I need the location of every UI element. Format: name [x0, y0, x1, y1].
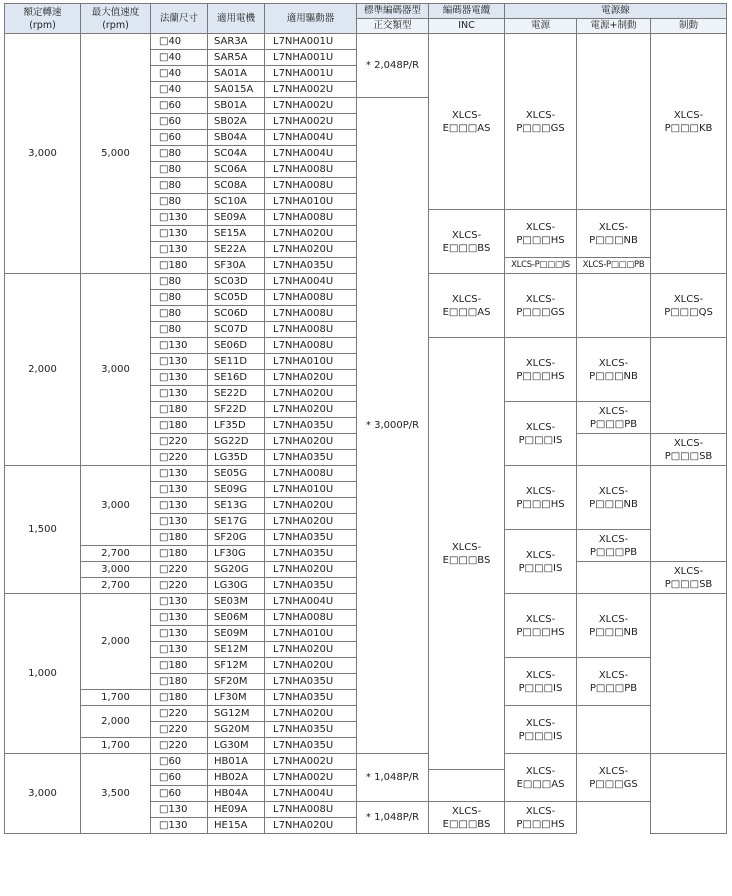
max-speed-cell: 3,000 — [81, 466, 151, 546]
power-cable-cell: XLCS- P□□□IS — [505, 706, 577, 754]
flange-size-cell: □180 — [151, 546, 208, 562]
encoder-cable-cell: XLCS- E□□□AS — [429, 274, 505, 338]
driver-cell: L7NHA004U — [265, 130, 357, 146]
power-cable-cell: XLCS- P□□□GS — [505, 34, 577, 210]
motor-cell: SC08A — [208, 178, 265, 194]
flange-size-cell: □80 — [151, 194, 208, 210]
driver-cell: L7NHA035U — [265, 674, 357, 690]
max-speed-cell: 2,000 — [81, 706, 151, 738]
flange-size-cell: □130 — [151, 226, 208, 242]
driver-cell: L7NHA002U — [265, 82, 357, 98]
table-row — [5, 754, 727, 770]
flange-size-cell: □60 — [151, 98, 208, 114]
brake-cable-cell: XLCS- P□□□QS — [651, 274, 727, 338]
header-driver: 適用驅動器 — [265, 4, 357, 34]
driver-cell: L7NHA020U — [265, 242, 357, 258]
max-speed-cell: 2,700 — [81, 578, 151, 594]
table-row — [5, 34, 727, 50]
motor-cell: HB01A — [208, 754, 265, 770]
power-brake-cable-cell: XLCS- P□□□PB — [577, 658, 651, 706]
flange-size-cell: □130 — [151, 242, 208, 258]
motor-cell: SE09M — [208, 626, 265, 642]
flange-size-cell: □130 — [151, 610, 208, 626]
driver-cell: L7NHA010U — [265, 626, 357, 642]
flange-size-cell: □80 — [151, 290, 208, 306]
encoder-cable-cell: XLCS- E□□□AS — [429, 34, 505, 210]
header-rated-speed: 額定轉速 (rpm) — [5, 4, 81, 34]
brake-cable-cell: XLCS- P□□□SB — [651, 434, 727, 466]
driver-cell: L7NHA020U — [265, 658, 357, 674]
flange-size-cell: □60 — [151, 786, 208, 802]
flange-size-cell: □220 — [151, 722, 208, 738]
flange-size-cell: □80 — [151, 146, 208, 162]
motor-cell: SB04A — [208, 130, 265, 146]
power-cable-cell: XLCS- P□□□HS — [505, 802, 577, 834]
motor-cell: SE22D — [208, 386, 265, 402]
driver-cell: L7NHA004U — [265, 146, 357, 162]
driver-cell: L7NHA008U — [265, 322, 357, 338]
motor-cell: SC04A — [208, 146, 265, 162]
motor-cell: SG22D — [208, 434, 265, 450]
driver-cell: L7NHA035U — [265, 418, 357, 434]
flange-size-cell: □80 — [151, 274, 208, 290]
flange-size-cell: □60 — [151, 130, 208, 146]
driver-cell: L7NHA002U — [265, 770, 357, 786]
driver-cell: L7NHA008U — [265, 610, 357, 626]
motor-cell: SE15A — [208, 226, 265, 242]
rated-speed-cell: 3,000 — [5, 34, 81, 274]
encoder-cable-cell: XLCS- E□□□AS — [505, 754, 577, 802]
driver-cell: L7NHA035U — [265, 546, 357, 562]
brake-cable-cell — [651, 210, 727, 274]
header-brake: 制動 — [651, 19, 727, 34]
motor-cell: SF20M — [208, 674, 265, 690]
motor-cell: LG30G — [208, 578, 265, 594]
flange-size-cell: □180 — [151, 674, 208, 690]
flange-size-cell: □40 — [151, 50, 208, 66]
power-cable-cell: XLCS- P□□□HS — [505, 466, 577, 530]
flange-size-cell: □220 — [151, 562, 208, 578]
brake-cable-cell: XLCS- P□□□KB — [651, 34, 727, 210]
motor-cell: SE22A — [208, 242, 265, 258]
motor-cell: SC10A — [208, 194, 265, 210]
driver-cell: L7NHA020U — [265, 642, 357, 658]
power-cable-cell: XLCS-P□□□IS — [505, 258, 577, 274]
motor-cell: HB04A — [208, 786, 265, 802]
encoder-type-cell: * 1,048P/R — [357, 802, 429, 834]
flange-size-cell: □130 — [151, 466, 208, 482]
header-power-cable: 電源線 — [505, 4, 727, 19]
driver-cell: L7NHA010U — [265, 482, 357, 498]
motor-cell: SG12M — [208, 706, 265, 722]
power-brake-cable-cell: XLCS- P□□□PB — [577, 402, 651, 434]
power-cable-cell: XLCS- P□□□IS — [505, 530, 577, 594]
table-body — [5, 34, 727, 834]
motor-cell: SE05G — [208, 466, 265, 482]
power-brake-cable-cell: XLCS- P□□□NB — [577, 338, 651, 402]
motor-cell: LF35D — [208, 418, 265, 434]
power-brake-cable-cell: XLCS-P□□□PB — [577, 258, 651, 274]
driver-cell: L7NHA035U — [265, 450, 357, 466]
driver-cell: L7NHA008U — [265, 466, 357, 482]
flange-size-cell: □180 — [151, 258, 208, 274]
motor-cell: LG35D — [208, 450, 265, 466]
power-cable-cell: XLCS- P□□□GS — [577, 754, 651, 802]
flange-size-cell: □180 — [151, 658, 208, 674]
driver-cell: L7NHA020U — [265, 562, 357, 578]
power-cable-cell: XLCS- P□□□HS — [505, 338, 577, 402]
driver-cell: L7NHA002U — [265, 98, 357, 114]
motor-cell: SE03M — [208, 594, 265, 610]
motor-cell: SC06D — [208, 306, 265, 322]
power-brake-cable-cell: XLCS- P□□□NB — [577, 594, 651, 658]
driver-cell: L7NHA035U — [265, 258, 357, 274]
power-brake-cable-cell — [577, 434, 651, 466]
flange-size-cell: □130 — [151, 594, 208, 610]
brake-cable-cell: XLCS- P□□□SB — [651, 562, 727, 594]
driver-cell: L7NHA020U — [265, 706, 357, 722]
flange-size-cell: □180 — [151, 402, 208, 418]
motor-cell: SE11D — [208, 354, 265, 370]
driver-cell: L7NHA010U — [265, 194, 357, 210]
header-encoder-cable-sub: INC — [429, 19, 505, 34]
brake-cable-cell — [651, 466, 727, 562]
header-motor: 適用電機 — [208, 4, 265, 34]
power-cable-cell: XLCS- P□□□IS — [505, 658, 577, 706]
motor-cell: SE12M — [208, 642, 265, 658]
rated-speed-cell: 1,000 — [5, 594, 81, 754]
max-speed-cell: 3,500 — [81, 754, 151, 834]
power-cable-cell: XLCS- P□□□IS — [505, 402, 577, 466]
flange-size-cell: □220 — [151, 706, 208, 722]
motor-cell: SF20G — [208, 530, 265, 546]
motor-cell: SF12M — [208, 658, 265, 674]
flange-size-cell: □220 — [151, 578, 208, 594]
max-speed-cell: 1,700 — [81, 690, 151, 706]
driver-cell: L7NHA001U — [265, 66, 357, 82]
flange-size-cell: □220 — [151, 434, 208, 450]
driver-cell: L7NHA001U — [265, 34, 357, 50]
motor-cell: SE06M — [208, 610, 265, 626]
driver-cell: L7NHA035U — [265, 738, 357, 754]
max-speed-cell: 2,000 — [81, 594, 151, 690]
table-header — [5, 4, 727, 34]
motor-cell: LG30M — [208, 738, 265, 754]
motor-cell: SE16D — [208, 370, 265, 386]
motor-cell: SG20G — [208, 562, 265, 578]
flange-size-cell: □220 — [151, 738, 208, 754]
flange-size-cell: □60 — [151, 770, 208, 786]
motor-cell: LF30G — [208, 546, 265, 562]
header-power-brake: 電源+制動 — [577, 19, 651, 34]
encoder-type-cell: * 3,000P/R — [357, 98, 429, 754]
driver-cell: L7NHA020U — [265, 434, 357, 450]
max-speed-cell: 3,000 — [81, 562, 151, 578]
flange-size-cell: □60 — [151, 114, 208, 130]
header-encoder-cable: 編碼器電纜 — [429, 4, 505, 19]
flange-size-cell: □130 — [151, 626, 208, 642]
flange-size-cell: □220 — [151, 450, 208, 466]
driver-cell: L7NHA008U — [265, 802, 357, 818]
flange-size-cell: □130 — [151, 498, 208, 514]
flange-size-cell: □180 — [151, 690, 208, 706]
flange-size-cell: □40 — [151, 66, 208, 82]
power-cable-cell: XLCS- P□□□HS — [505, 210, 577, 258]
power-cable-cell: XLCS- P□□□GS — [505, 274, 577, 338]
flange-size-cell: □130 — [151, 482, 208, 498]
driver-cell: L7NHA020U — [265, 402, 357, 418]
driver-cell: L7NHA008U — [265, 162, 357, 178]
servo-spec-table — [4, 3, 727, 834]
header-encoder-type: 標準編碼器型 — [357, 4, 429, 19]
flange-size-cell: □130 — [151, 802, 208, 818]
brake-cable-cell — [651, 338, 727, 434]
motor-cell: SE09A — [208, 210, 265, 226]
motor-cell: HE09A — [208, 802, 265, 818]
driver-cell: L7NHA020U — [265, 498, 357, 514]
motor-cell: SG20M — [208, 722, 265, 738]
driver-cell: L7NHA020U — [265, 514, 357, 530]
rated-speed-cell: 2,000 — [5, 274, 81, 466]
flange-size-cell: □80 — [151, 322, 208, 338]
motor-cell: SC07D — [208, 322, 265, 338]
encoder-type-cell: * 2,048P/R — [357, 34, 429, 98]
motor-cell: SF30A — [208, 258, 265, 274]
motor-cell: SE06D — [208, 338, 265, 354]
motor-cell: SAR5A — [208, 50, 265, 66]
motor-cell: SE09G — [208, 482, 265, 498]
driver-cell: L7NHA008U — [265, 338, 357, 354]
brake-cable-cell — [651, 594, 727, 754]
driver-cell: L7NHA008U — [265, 290, 357, 306]
flange-size-cell: □80 — [151, 178, 208, 194]
flange-size-cell: □40 — [151, 34, 208, 50]
flange-size-cell: □130 — [151, 386, 208, 402]
max-speed-cell: 2,700 — [81, 546, 151, 562]
flange-size-cell: □80 — [151, 306, 208, 322]
max-speed-cell: 5,000 — [81, 34, 151, 274]
motor-cell: SB02A — [208, 114, 265, 130]
header-encoder-type-sub: 正交類型 — [357, 19, 429, 34]
motor-cell: SA015A — [208, 82, 265, 98]
motor-cell: SA01A — [208, 66, 265, 82]
motor-cell: SAR3A — [208, 34, 265, 50]
driver-cell: L7NHA035U — [265, 578, 357, 594]
power-brake-cable-cell — [577, 34, 651, 210]
flange-size-cell: □130 — [151, 210, 208, 226]
max-speed-cell: 1,700 — [81, 738, 151, 754]
motor-cell: SC05D — [208, 290, 265, 306]
driver-cell: L7NHA004U — [265, 594, 357, 610]
motor-cell: HE15A — [208, 818, 265, 834]
driver-cell: L7NHA020U — [265, 386, 357, 402]
driver-cell: L7NHA008U — [265, 178, 357, 194]
driver-cell: L7NHA035U — [265, 690, 357, 706]
driver-cell: L7NHA001U — [265, 50, 357, 66]
flange-size-cell: □130 — [151, 370, 208, 386]
motor-cell: HB02A — [208, 770, 265, 786]
power-brake-cable-cell — [577, 274, 651, 338]
driver-cell: L7NHA010U — [265, 354, 357, 370]
power-brake-cable-cell — [577, 562, 651, 594]
max-speed-cell: 3,000 — [81, 274, 151, 466]
header-power: 電源 — [505, 19, 577, 34]
flange-size-cell: □130 — [151, 818, 208, 834]
motor-cell: LF30M — [208, 690, 265, 706]
driver-cell: L7NHA004U — [265, 786, 357, 802]
driver-cell: L7NHA020U — [265, 818, 357, 834]
power-brake-cable-cell — [651, 754, 727, 834]
driver-cell: L7NHA002U — [265, 114, 357, 130]
header-flange-size: 法蘭尺寸 — [151, 4, 208, 34]
flange-size-cell: □130 — [151, 354, 208, 370]
flange-size-cell: □180 — [151, 418, 208, 434]
motor-cell: SE13G — [208, 498, 265, 514]
driver-cell: L7NHA020U — [265, 226, 357, 242]
driver-cell: L7NHA004U — [265, 274, 357, 290]
rated-speed-cell: 3,000 — [5, 754, 81, 834]
rated-speed-cell: 1,500 — [5, 466, 81, 594]
motor-cell: SF22D — [208, 402, 265, 418]
flange-size-cell: □40 — [151, 82, 208, 98]
flange-size-cell: □60 — [151, 754, 208, 770]
motor-cell: SB01A — [208, 98, 265, 114]
encoder-cable-cell: XLCS- E□□□BS — [429, 338, 505, 770]
flange-size-cell: □130 — [151, 642, 208, 658]
motor-cell: SC03D — [208, 274, 265, 290]
encoder-cable-cell: XLCS- E□□□BS — [429, 802, 505, 834]
driver-cell: L7NHA020U — [265, 370, 357, 386]
power-brake-cable-cell: XLCS- P□□□NB — [577, 210, 651, 258]
flange-size-cell: □180 — [151, 530, 208, 546]
motor-cell: SC06A — [208, 162, 265, 178]
flange-size-cell: □80 — [151, 162, 208, 178]
flange-size-cell: □130 — [151, 338, 208, 354]
power-cable-cell: XLCS- P□□□HS — [505, 594, 577, 658]
header-max-speed: 最大值速度 (rpm) — [81, 4, 151, 34]
encoder-cable-cell: XLCS- E□□□BS — [429, 210, 505, 274]
power-brake-cable-cell: XLCS- P□□□NB — [577, 466, 651, 530]
power-brake-cable-cell — [577, 706, 651, 754]
driver-cell: L7NHA035U — [265, 530, 357, 546]
driver-cell: L7NHA002U — [265, 754, 357, 770]
motor-cell: SE17G — [208, 514, 265, 530]
driver-cell: L7NHA008U — [265, 306, 357, 322]
power-brake-cable-cell: XLCS- P□□□PB — [577, 530, 651, 562]
flange-size-cell: □130 — [151, 514, 208, 530]
encoder-type-cell: * 1,048P/R — [357, 754, 429, 802]
driver-cell: L7NHA008U — [265, 210, 357, 226]
driver-cell: L7NHA035U — [265, 722, 357, 738]
